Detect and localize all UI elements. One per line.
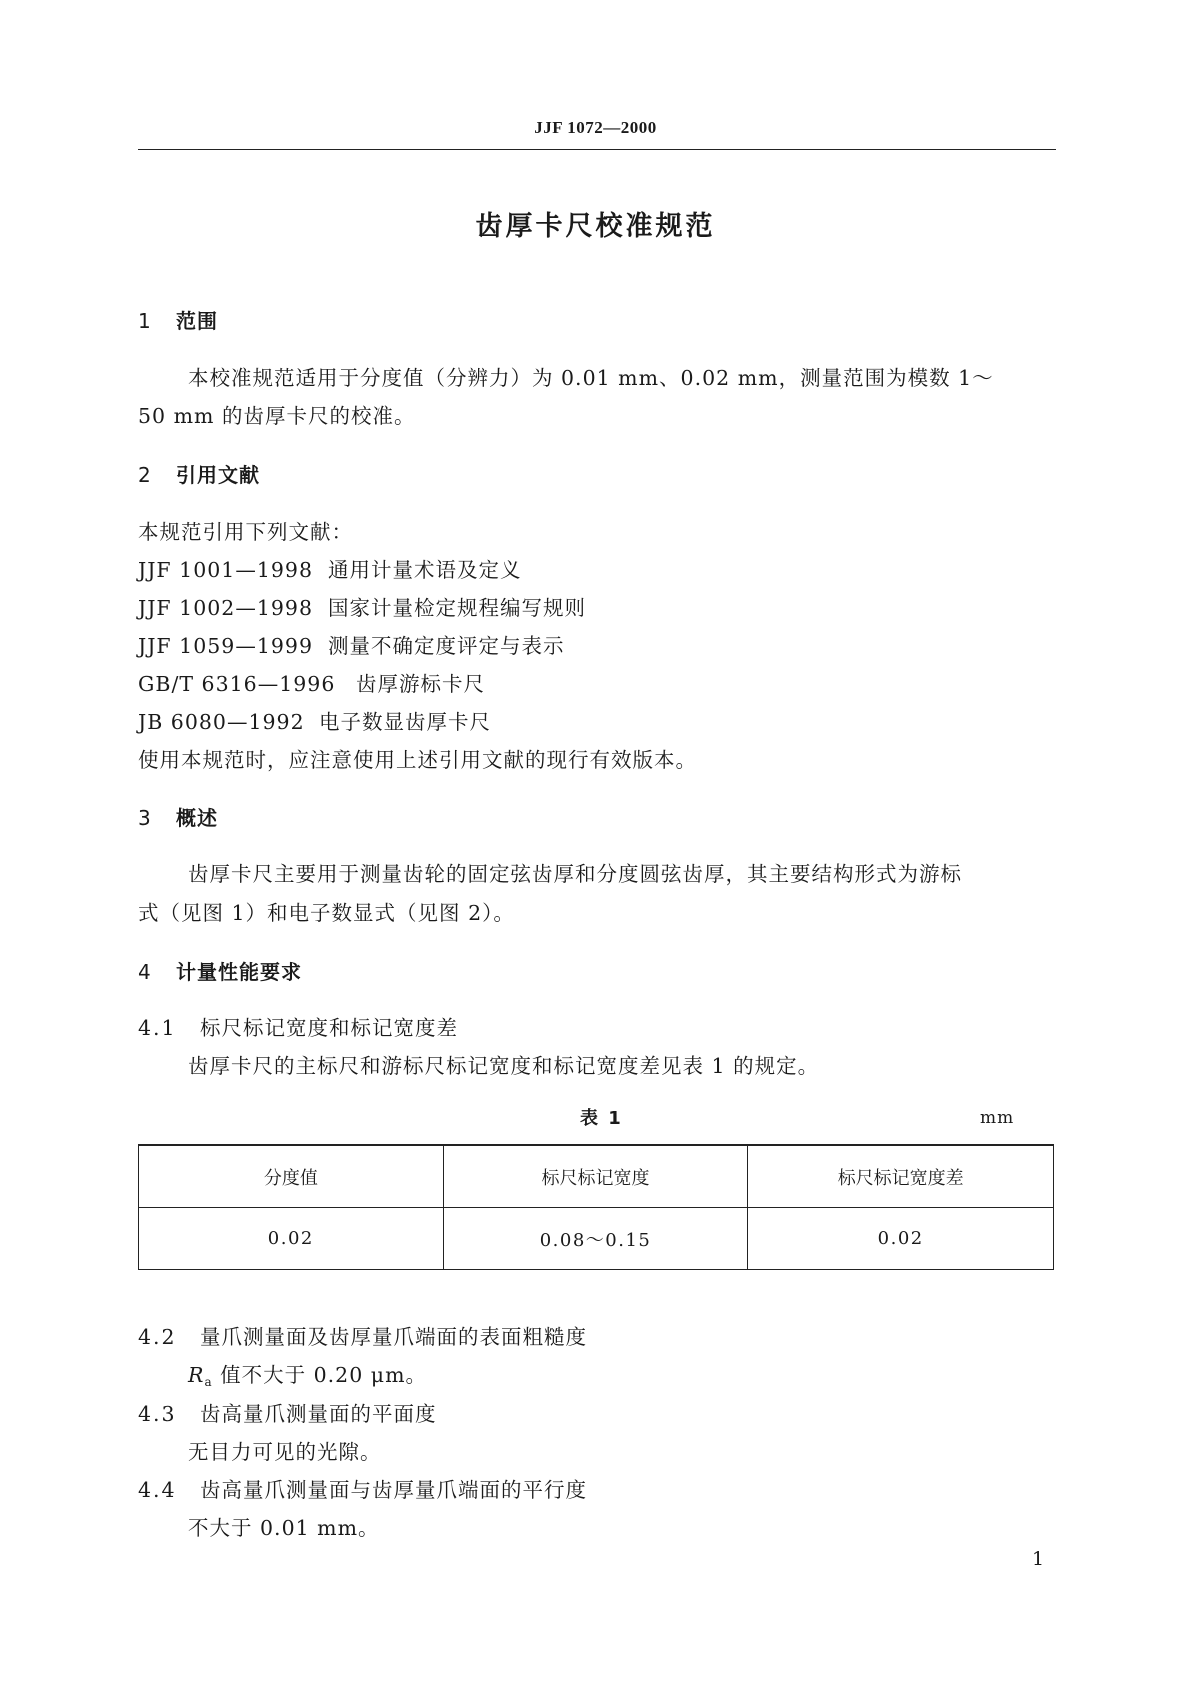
section-1-paragraph-line-2: 50 mm 的齿厚卡尺的校准。 <box>138 404 416 428</box>
roughness-requirement: 值不大于 0.20 μm。 <box>212 1363 428 1387</box>
roughness-symbol: R <box>188 1363 205 1387</box>
reference-item <box>138 553 522 583</box>
table-caption: 表 1 <box>580 1108 623 1129</box>
roughness-subscript: a <box>204 1375 213 1389</box>
reference-item <box>138 629 565 659</box>
spec-table <box>138 1144 1054 1270</box>
reference-code: JJF 1059—1999 <box>138 634 314 658</box>
section-4-heading <box>138 956 302 985</box>
subsection-4-4-text: 不大于 0.01 mm。 <box>188 1516 380 1540</box>
header-rule <box>138 149 1056 150</box>
document-title: 齿厚卡尺校准规范 <box>475 211 716 242</box>
table-header-cell: 标尺标记宽度 <box>443 1145 748 1208</box>
reference-name: 通用计量术语及定义 <box>328 558 522 582</box>
section-number: 2 <box>138 463 152 487</box>
reference-item <box>138 591 586 621</box>
table-row <box>139 1208 1054 1270</box>
table-unit: mm <box>980 1108 1015 1128</box>
table-header-cell: 标尺标记宽度差 <box>748 1145 1054 1208</box>
section-title: 范围 <box>176 309 218 333</box>
references-intro: 本规范引用下列文献： <box>138 520 353 544</box>
subsection-number: 4.3 <box>138 1402 177 1426</box>
reference-item <box>138 667 485 697</box>
reference-code: JB 6080—1992 <box>138 710 305 734</box>
subsection-4-4-heading <box>138 1473 587 1503</box>
section-1-heading <box>138 305 218 334</box>
reference-name: 国家计量检定规程编写规则 <box>328 596 586 620</box>
subsection-4-3-text: 无目力可见的光隙。 <box>188 1440 382 1464</box>
subsection-title: 标尺标记宽度和标记宽度差 <box>200 1016 458 1040</box>
section-number: 4 <box>138 960 152 984</box>
table-header-row <box>139 1145 1054 1208</box>
section-3-paragraph-line-2: 式（见图 1）和电子数显式（见图 2）。 <box>138 901 515 925</box>
reference-code: JJF 1002—1998 <box>138 596 314 620</box>
subsection-number: 4.2 <box>138 1325 177 1349</box>
section-title: 概述 <box>176 806 218 830</box>
section-1-paragraph-line-1: 本校准规范适用于分度值（分辨力）为 0.01 mm、0.02 mm，测量范围为模数 1～ <box>188 366 994 390</box>
subsection-number: 4.4 <box>138 1478 177 1502</box>
section-3-heading <box>138 802 218 831</box>
table-cell: 0.02 <box>139 1208 444 1270</box>
section-title: 计量性能要求 <box>176 960 302 984</box>
section-3-paragraph-line-1: 齿厚卡尺主要用于测量齿轮的固定弦齿厚和分度圆弦齿厚，其主要结构形式为游标 <box>188 862 962 886</box>
reference-name: 齿厚游标卡尺 <box>356 672 485 696</box>
subsection-title: 齿高量爪测量面与齿厚量爪端面的平行度 <box>200 1478 587 1502</box>
subsection-4-2-text <box>188 1358 427 1389</box>
subsection-title: 齿高量爪测量面的平面度 <box>200 1402 437 1426</box>
reference-name: 电子数显齿厚卡尺 <box>319 710 491 734</box>
table-cell: 0.02 <box>748 1208 1054 1270</box>
header-standard-code: JJF 1072—2000 <box>534 118 657 137</box>
section-title: 引用文献 <box>176 463 260 487</box>
reference-item <box>138 705 491 735</box>
subsection-number: 4.1 <box>138 1016 177 1040</box>
table-header-cell: 分度值 <box>139 1145 444 1208</box>
subsection-4-3-heading <box>138 1397 437 1427</box>
subsection-4-2-heading <box>138 1320 587 1350</box>
table-cell: 0.08～0.15 <box>443 1208 748 1270</box>
page-number: 1 <box>1032 1548 1045 1570</box>
subsection-4-1-heading <box>138 1011 458 1041</box>
references-note: 使用本规范时，应注意使用上述引用文献的现行有效版本。 <box>138 748 697 772</box>
subsection-4-1-text: 齿厚卡尺的主标尺和游标尺标记宽度和标记宽度差见表 1 的规定。 <box>188 1054 820 1078</box>
section-2-heading <box>138 459 260 488</box>
subsection-title: 量爪测量面及齿厚量爪端面的表面粗糙度 <box>200 1325 587 1349</box>
reference-name: 测量不确定度评定与表示 <box>328 634 565 658</box>
reference-code: JJF 1001—1998 <box>138 558 314 582</box>
section-number: 1 <box>138 309 152 333</box>
reference-code: GB/T 6316—1996 <box>138 672 336 696</box>
section-number: 3 <box>138 806 152 830</box>
